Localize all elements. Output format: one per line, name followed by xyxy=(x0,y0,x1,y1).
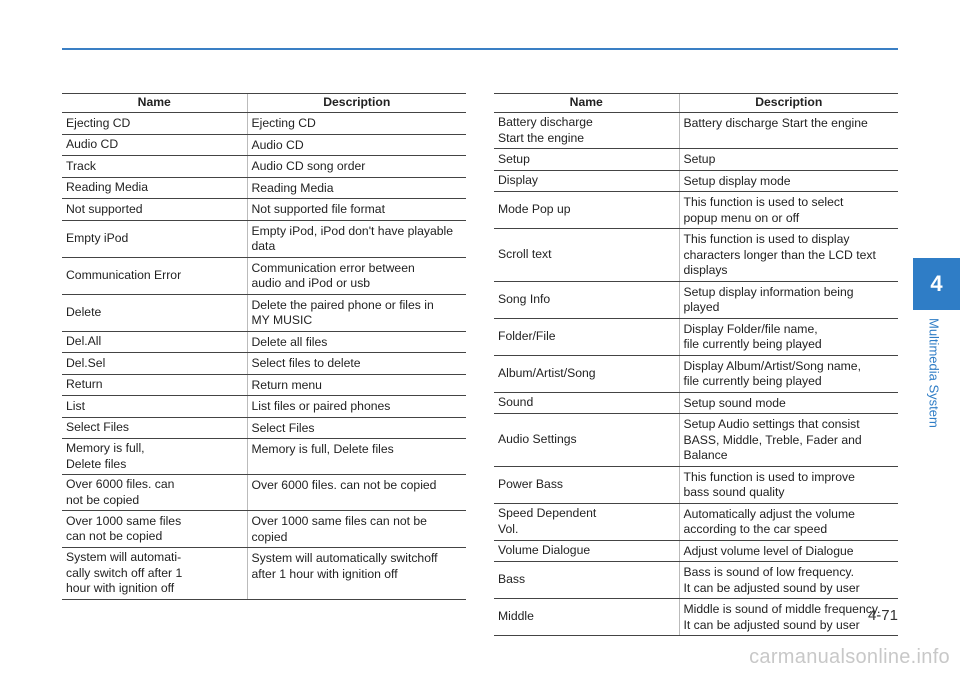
row-description: Bass is sound of low frequency. It can be adjusted sound by user xyxy=(679,562,898,599)
row-description: Ejecting CD xyxy=(247,113,466,135)
table-row xyxy=(62,156,466,178)
left-message-table xyxy=(62,93,466,600)
row-name: Audio CD xyxy=(62,134,247,156)
table-row xyxy=(494,149,898,171)
row-name: Setup xyxy=(494,149,679,171)
row-description: Audio CD xyxy=(247,134,466,156)
row-description: This function is used to display characters longer than the LCD text displays xyxy=(679,229,898,282)
table-row xyxy=(494,392,898,414)
row-name: Ejecting CD xyxy=(62,113,247,135)
row-description: Setup xyxy=(679,149,898,171)
row-name: System will automati- cally switch off after 1 hour with ignition off xyxy=(62,548,247,600)
row-name: Not supported xyxy=(62,199,247,221)
right-message-table xyxy=(494,93,898,636)
description-column-header: Description xyxy=(247,94,466,113)
table-row xyxy=(62,374,466,396)
row-description: List files or paired phones xyxy=(247,396,466,418)
row-description: Setup sound mode xyxy=(679,392,898,414)
table-row xyxy=(62,396,466,418)
row-description: Setup display information being played xyxy=(679,281,898,318)
row-description: Setup display mode xyxy=(679,170,898,192)
name-column-header: Name xyxy=(62,94,247,113)
table-row xyxy=(62,177,466,199)
table-row xyxy=(494,170,898,192)
row-name: Speed Dependent Vol. xyxy=(494,503,679,540)
row-name: Reading Media xyxy=(62,177,247,199)
row-description: Memory is full, Delete files xyxy=(247,439,466,475)
row-name: Bass xyxy=(494,562,679,599)
table-row xyxy=(494,355,898,392)
table-row xyxy=(62,134,466,156)
row-name: Mode Pop up xyxy=(494,192,679,229)
row-name: Album/Artist/Song xyxy=(494,355,679,392)
table-row xyxy=(62,548,466,600)
table-row xyxy=(494,318,898,355)
table-row xyxy=(494,281,898,318)
row-description: System will automatically switchoff after 1 hour with ignition off xyxy=(247,548,466,600)
row-name: Over 6000 files. can not be copied xyxy=(62,475,247,511)
table-row xyxy=(62,475,466,511)
row-name: Over 1000 same files can not be copied xyxy=(62,511,247,548)
row-name: Memory is full, Delete files xyxy=(62,439,247,475)
row-description: Communication error between audio and iPod or usb xyxy=(247,257,466,294)
row-description: Return menu xyxy=(247,374,466,396)
row-name: Folder/File xyxy=(494,318,679,355)
row-description: Display Album/Artist/Song name, file currently being played xyxy=(679,355,898,392)
row-name: Del.All xyxy=(62,331,247,353)
table-row xyxy=(62,199,466,221)
row-description: This function is used to improve bass sound quality xyxy=(679,466,898,503)
row-name: Battery discharge Start the engine xyxy=(494,113,679,149)
row-description: Select Files xyxy=(247,417,466,439)
table-row xyxy=(62,257,466,294)
row-description: Over 6000 files. can not be copied xyxy=(247,475,466,511)
table-header-row xyxy=(494,94,898,113)
row-name: Sound xyxy=(494,392,679,414)
table-row xyxy=(62,220,466,257)
row-name: Communication Error xyxy=(62,257,247,294)
row-description: Empty iPod, iPod don't have playable data xyxy=(247,220,466,257)
row-name: Volume Dialogue xyxy=(494,540,679,562)
row-name: Delete xyxy=(62,294,247,331)
row-description: Reading Media xyxy=(247,177,466,199)
table-row xyxy=(494,192,898,229)
row-name: Select Files xyxy=(62,417,247,439)
table-header-row xyxy=(62,94,466,113)
table-row xyxy=(62,353,466,375)
row-name: Audio Settings xyxy=(494,414,679,467)
row-description: Battery discharge Start the engine xyxy=(679,113,898,149)
row-name: Power Bass xyxy=(494,466,679,503)
table-row xyxy=(494,466,898,503)
row-description: Setup Audio settings that consist BASS, Middle, Treble, Fader and Balance xyxy=(679,414,898,467)
row-name: List xyxy=(62,396,247,418)
row-description: Audio CD song order xyxy=(247,156,466,178)
chapter-tab: 4 xyxy=(913,258,960,310)
table-row xyxy=(62,113,466,135)
table-row xyxy=(62,417,466,439)
page-number: 4-71 xyxy=(867,607,898,624)
table-row xyxy=(62,331,466,353)
watermark: carmanualsonline.info xyxy=(749,646,950,668)
table-row xyxy=(494,229,898,282)
row-description: Display Folder/file name, file currently being played xyxy=(679,318,898,355)
row-name: Scroll text xyxy=(494,229,679,282)
table-row xyxy=(62,439,466,475)
row-description: Middle is sound of middle frequency. It can be adjusted sound by user xyxy=(679,599,898,636)
row-description: Delete all files xyxy=(247,331,466,353)
row-name: Display xyxy=(494,170,679,192)
table-row xyxy=(62,511,466,548)
table-row xyxy=(494,562,898,599)
row-name: Middle xyxy=(494,599,679,636)
row-description: Select files to delete xyxy=(247,353,466,375)
row-name: Song Info xyxy=(494,281,679,318)
row-description: Delete the paired phone or files in MY MUSIC xyxy=(247,294,466,331)
row-description: Automatically adjust the volume according to the car speed xyxy=(679,503,898,540)
row-name: Return xyxy=(62,374,247,396)
row-description: This function is used to select popup menu on or off xyxy=(679,192,898,229)
row-description: Adjust volume level of Dialogue xyxy=(679,540,898,562)
row-description: Over 1000 same files can not be copied xyxy=(247,511,466,548)
row-name: Del.Sel xyxy=(62,353,247,375)
table-row xyxy=(62,294,466,331)
table-row xyxy=(494,113,898,149)
top-rule xyxy=(62,48,898,50)
table-row xyxy=(494,503,898,540)
table-row xyxy=(494,414,898,467)
row-name: Track xyxy=(62,156,247,178)
name-column-header: Name xyxy=(494,94,679,113)
table-row xyxy=(494,599,898,636)
row-description: Not supported file format xyxy=(247,199,466,221)
row-name: Empty iPod xyxy=(62,220,247,257)
table-row xyxy=(494,540,898,562)
description-column-header: Description xyxy=(679,94,898,113)
chapter-title: Multimedia System xyxy=(926,318,942,428)
